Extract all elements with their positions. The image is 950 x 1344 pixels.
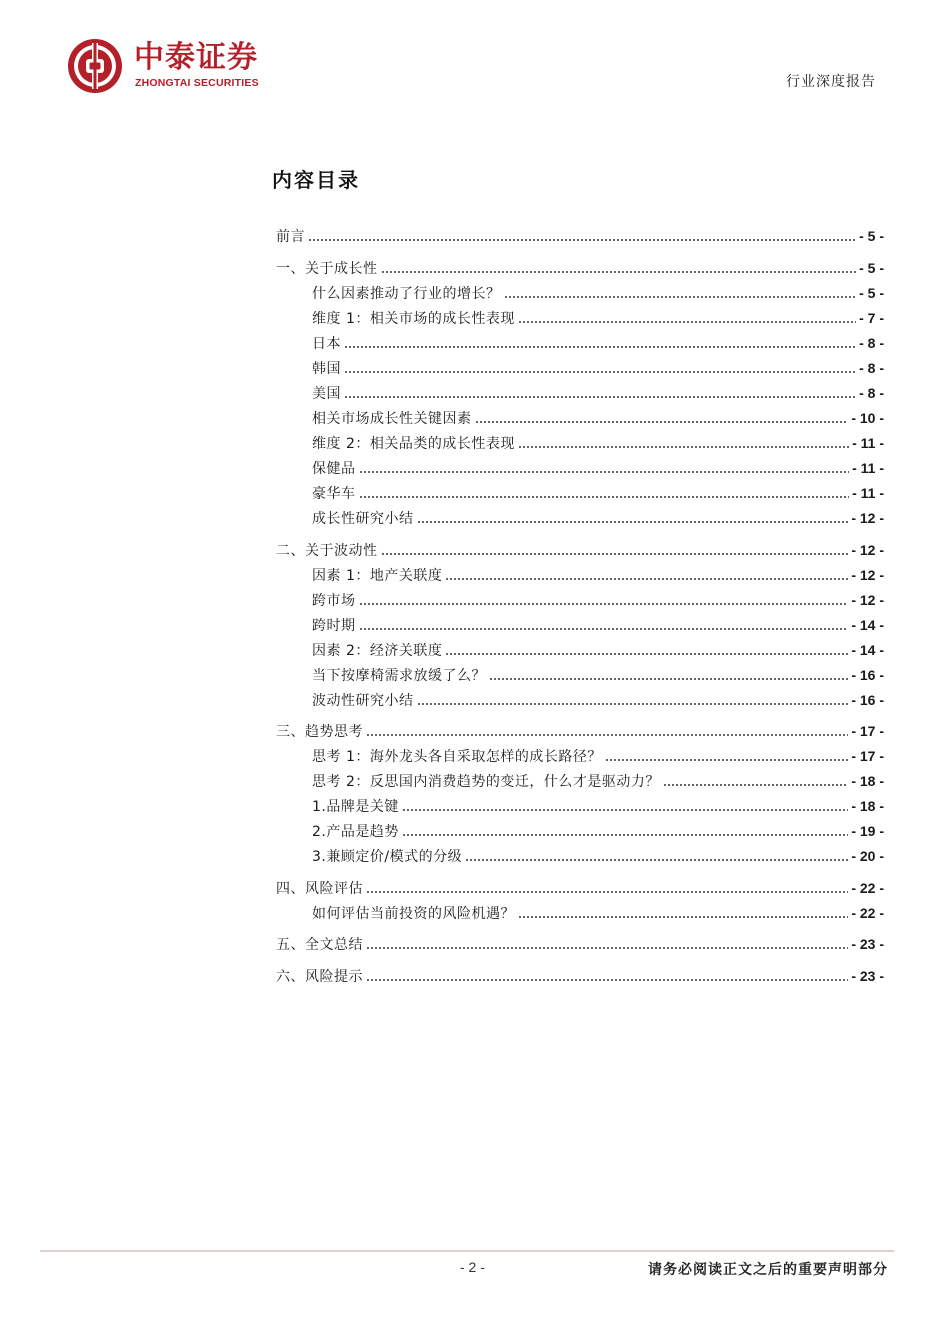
toc-entry-page: - 10 - <box>851 410 884 426</box>
toc-leader-dots <box>308 239 856 241</box>
toc-leader-dots <box>518 446 849 448</box>
toc-entry-page: - 14 - <box>851 642 884 658</box>
toc-entry[interactable] <box>312 565 884 585</box>
toc-entry-page: - 23 - <box>851 936 884 952</box>
toc-entry-title: 六、风险提示 <box>276 969 363 985</box>
toc-entry[interactable] <box>276 934 884 954</box>
toc-leader-dots <box>366 947 848 949</box>
toc-entry-page: - 16 - <box>851 692 884 708</box>
toc-entry[interactable] <box>276 226 884 246</box>
toc-entry-title: 前言 <box>276 229 305 245</box>
toc-entry[interactable] <box>276 966 884 986</box>
toc-entry-title: 美国 <box>312 386 341 402</box>
toc-entry-title: 豪华车 <box>312 486 356 502</box>
toc-entry-title: 2.产品是趋势 <box>312 824 399 840</box>
toc-entry[interactable] <box>312 283 884 303</box>
toc-leader-dots <box>344 396 856 398</box>
toc-leader-dots <box>359 603 849 605</box>
toc-entry-title: 思考 2：反思国内消费趋势的变迁，什么才是驱动力？ <box>312 774 660 790</box>
toc-entry-title: 三、趋势思考 <box>276 724 363 740</box>
toc-entry-title: 维度 1：相关市场的成长性表现 <box>312 311 515 327</box>
toc-title: 内容目录 <box>272 168 360 192</box>
toc-entry-page: - 17 - <box>851 748 884 764</box>
toc-entry-title: 维度 2：相关品类的成长性表现 <box>312 436 515 452</box>
logo-emblem-icon <box>66 37 124 95</box>
toc-leader-dots <box>366 891 848 893</box>
toc-entry-title: 跨时期 <box>312 618 356 634</box>
toc-entry[interactable] <box>312 308 884 328</box>
toc-entry[interactable] <box>276 258 884 278</box>
company-logo <box>66 37 306 95</box>
toc-entry-title: 韩国 <box>312 361 341 377</box>
toc-entry-page: - 8 - <box>859 335 884 351</box>
toc-leader-dots <box>445 578 848 580</box>
toc-entry[interactable] <box>312 333 884 353</box>
toc-entry[interactable] <box>276 721 884 741</box>
toc-entry[interactable] <box>312 746 884 766</box>
toc-entry-title: 五、全文总结 <box>276 937 363 953</box>
toc-leader-dots <box>605 759 848 761</box>
toc-leader-dots <box>359 628 849 630</box>
toc-leader-dots <box>445 653 848 655</box>
toc-entry-page: - 22 - <box>851 905 884 921</box>
toc-entry-title: 当下按摩椅需求放缓了么？ <box>312 668 486 684</box>
toc-leader-dots <box>465 859 848 861</box>
toc-entry[interactable] <box>312 458 884 478</box>
toc-leader-dots <box>402 834 848 836</box>
toc-entry-page: - 12 - <box>851 542 884 558</box>
toc-leader-dots <box>475 421 849 423</box>
toc-entry-page: - 5 - <box>859 285 884 301</box>
toc-entry[interactable] <box>312 846 884 866</box>
toc-entry-title: 四、风险评估 <box>276 881 363 897</box>
toc-entry[interactable] <box>312 665 884 685</box>
toc-entry[interactable] <box>312 408 884 428</box>
toc-leader-dots <box>381 271 857 273</box>
toc-entry[interactable] <box>312 690 884 710</box>
toc-entry-title: 思考 1：海外龙头各自采取怎样的成长路径？ <box>312 749 602 765</box>
toc-entry-page: - 19 - <box>851 823 884 839</box>
footer-divider <box>40 1250 894 1252</box>
toc-entry-title: 因素 2：经济关联度 <box>312 643 443 659</box>
toc-leader-dots <box>504 296 857 298</box>
toc-entry-page: - 11 - <box>852 460 884 476</box>
toc-leader-dots <box>381 553 849 555</box>
page-number: - 2 - <box>460 1259 485 1275</box>
toc-entry-page: - 17 - <box>851 723 884 739</box>
toc-entry-page: - 23 - <box>851 968 884 984</box>
toc-leader-dots <box>366 734 848 736</box>
toc-leader-dots <box>366 979 848 981</box>
footer-disclaimer-note: 请务必阅读正文之后的重要声明部分 <box>648 1262 888 1278</box>
toc-entry-title: 什么因素推动了行业的增长？ <box>312 286 501 302</box>
toc-entry-page: - 8 - <box>859 360 884 376</box>
toc-entry-title: 日本 <box>312 336 341 352</box>
toc-leader-dots <box>518 916 848 918</box>
toc-entry-title: 如何评估当前投资的风险机遇？ <box>312 906 515 922</box>
toc-entry-page: - 22 - <box>851 880 884 896</box>
toc-entry-page: - 20 - <box>851 848 884 864</box>
toc-leader-dots <box>489 678 848 680</box>
toc-entry[interactable] <box>312 483 884 503</box>
toc-leader-dots <box>417 521 849 523</box>
toc-entry-page: - 8 - <box>859 385 884 401</box>
toc-entry[interactable] <box>312 640 884 660</box>
toc-entry-page: - 12 - <box>851 567 884 583</box>
toc-entry[interactable] <box>312 796 884 816</box>
toc-leader-dots <box>663 784 848 786</box>
toc-entry[interactable] <box>276 540 884 560</box>
toc-entry-title: 波动性研究小结 <box>312 693 414 709</box>
toc-leader-dots <box>359 496 850 498</box>
toc-entry[interactable] <box>312 433 884 453</box>
toc-entry[interactable] <box>312 771 884 791</box>
toc-entry-page: - 18 - <box>851 798 884 814</box>
toc-entry-title: 相关市场成长性关键因素 <box>312 411 472 427</box>
toc-entry[interactable] <box>276 878 884 898</box>
toc-entry-page: - 5 - <box>859 260 884 276</box>
logo-english-name: ZHONGTAI SECURITIES <box>135 77 259 89</box>
toc-entry-page: - 11 - <box>852 485 884 501</box>
logo-chinese-name: 中泰证券 <box>134 40 258 75</box>
toc-entry-title: 跨市场 <box>312 593 356 609</box>
toc-entry[interactable] <box>312 590 884 610</box>
report-type-label: 行业深度报告 <box>786 74 876 90</box>
toc-leader-dots <box>518 321 856 323</box>
toc-entry-title: 1.品牌是关键 <box>312 799 399 815</box>
toc-entry-page: - 18 - <box>851 773 884 789</box>
toc-entry[interactable] <box>312 615 884 635</box>
toc-entry-title: 因素 1：地产关联度 <box>312 568 443 584</box>
toc-entry-title: 成长性研究小结 <box>312 511 414 527</box>
toc-entry-page: - 12 - <box>851 510 884 526</box>
toc-entry-title: 二、关于波动性 <box>276 543 378 559</box>
toc-entry-page: - 16 - <box>851 667 884 683</box>
toc-leader-dots <box>359 471 850 473</box>
toc-leader-dots <box>344 371 856 373</box>
toc-entry[interactable] <box>312 358 884 378</box>
toc-leader-dots <box>402 809 848 811</box>
toc-entry-page: - 5 - <box>859 228 884 244</box>
toc-entry[interactable] <box>312 383 884 403</box>
toc-entry[interactable] <box>312 903 884 923</box>
toc-entry-page: - 14 - <box>851 617 884 633</box>
toc-entry[interactable] <box>312 508 884 528</box>
toc-entry-title: 一、关于成长性 <box>276 261 378 277</box>
toc-entry-title: 3.兼顾定价/模式的分级 <box>312 849 463 865</box>
toc-leader-dots <box>344 346 856 348</box>
toc-entry-page: - 12 - <box>851 592 884 608</box>
toc-entry[interactable] <box>312 821 884 841</box>
toc-entry-title: 保健品 <box>312 461 356 477</box>
toc-entry-page: - 7 - <box>859 310 884 326</box>
toc-leader-dots <box>417 703 849 705</box>
toc-entry-page: - 11 - <box>852 435 884 451</box>
